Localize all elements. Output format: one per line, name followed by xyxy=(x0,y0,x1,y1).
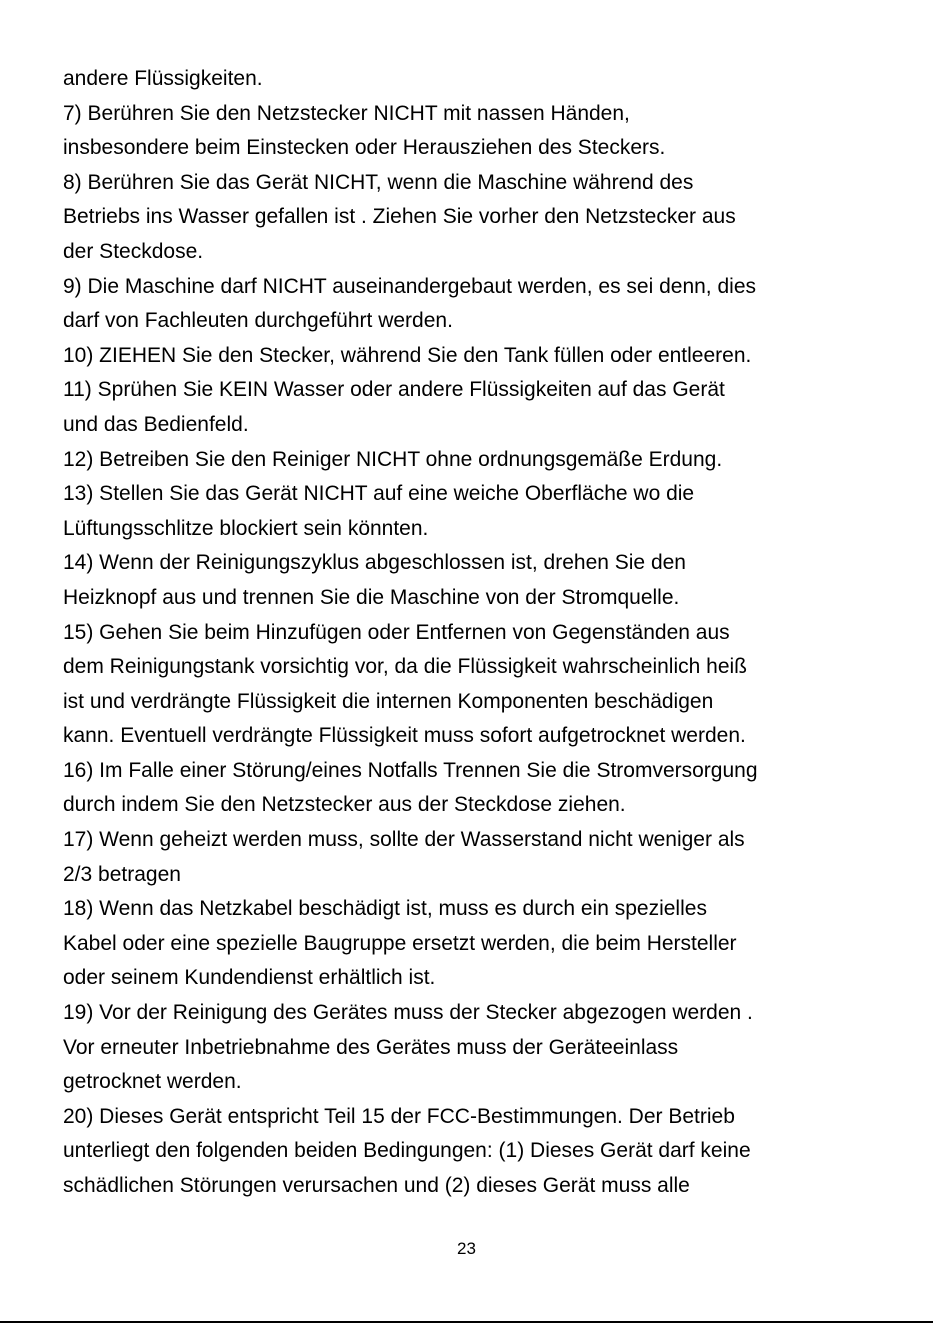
text-line: durch indem Sie den Netzstecker aus der Steckdose ziehen. xyxy=(63,793,626,817)
text-line: insbesondere beim Einstecken oder Herausziehen des Steckers. xyxy=(63,136,666,160)
text-line: 16) Im Falle einer Störung/eines Notfalls Trennen Sie die Stromversorgung xyxy=(63,758,758,782)
text-line: 17) Wenn geheizt werden muss, sollte der Wasserstand nicht weniger als xyxy=(63,828,745,852)
text-line: schädlichen Störungen verursachen und (2) dieses Gerät muss alle xyxy=(63,1174,690,1197)
text-line: oder seinem Kundendienst erhältlich ist. xyxy=(63,966,436,990)
document-body xyxy=(63,62,893,1204)
text-line: getrocknet werden. xyxy=(63,1070,242,1094)
text-line: Vor erneuter Inbetriebnahme des Gerätes muss der Geräteeinlass xyxy=(63,1035,679,1059)
text-line: 9) Die Maschine darf NICHT auseinandergebaut werden, es sei denn, dies xyxy=(63,274,756,298)
text-line: 18) Wenn das Netzkabel beschädigt ist, muss es durch ein spezielles xyxy=(63,897,707,921)
page-number: 23 xyxy=(457,1239,476,1258)
text-line: 8) Berühren Sie das Gerät NICHT, wenn die Maschine während des xyxy=(63,170,694,194)
page-bottom-rule xyxy=(0,1321,933,1323)
text-line: 7) Berühren Sie den Netzstecker NICHT mit nassen Händen, xyxy=(63,101,630,125)
text-line: 15) Gehen Sie beim Hinzufügen oder Entfernen von Gegenständen aus xyxy=(63,620,730,644)
text-line: 2/3 betragen xyxy=(63,862,181,886)
text-line: der Steckdose. xyxy=(63,239,204,263)
text-line: 11) Sprühen Sie KEIN Wasser oder andere Flüssigkeiten auf das Gerät xyxy=(63,378,725,402)
text-line: darf von Fachleuten durchgeführt werden. xyxy=(63,309,453,333)
text-line: und das Bedienfeld. xyxy=(63,412,249,436)
text-line: dem Reinigungstank vorsichtig vor, da die Flüssigkeit wahrscheinlich heiß xyxy=(63,655,747,679)
text-line: Kabel oder eine spezielle Baugruppe ersetzt werden, die beim Hersteller xyxy=(63,931,737,955)
text-line: Lüftungsschlitze blockiert sein könnten. xyxy=(63,516,429,540)
text-line: 13) Stellen Sie das Gerät NICHT auf eine weiche Oberfläche wo die xyxy=(63,482,695,506)
text-line: 20) Dieses Gerät entspricht Teil 15 der FCC-Bestimmungen. Der Betrieb xyxy=(63,1104,735,1128)
text-line: kann. Eventuell verdrängte Flüssigkeit muss sofort aufgetrocknet werden. xyxy=(63,724,746,748)
text-line: unterliegt den folgenden beiden Bedingungen: (1) Dieses Gerät darf keine xyxy=(63,1139,751,1163)
text-line: andere Flüssigkeiten. xyxy=(63,67,263,90)
text-line: Betriebs ins Wasser gefallen ist . Ziehen Sie vorher den Netzstecker aus xyxy=(63,205,736,229)
text-line: Heizknopf aus und trennen Sie die Maschine von der Stromquelle. xyxy=(63,585,680,609)
text-line: 10) ZIEHEN Sie den Stecker, während Sie den Tank füllen oder entleeren. xyxy=(63,343,752,367)
text-line: 19) Vor der Reinigung des Gerätes muss der Stecker abgezogen werden . xyxy=(63,1001,753,1025)
text-line: 12) Betreiben Sie den Reiniger NICHT ohne ordnungsgemäße Erdung. xyxy=(63,447,723,471)
text-line: 14) Wenn der Reinigungszyklus abgeschlossen ist, drehen Sie den xyxy=(63,551,686,575)
text-line: ist und verdrängte Flüssigkeit die internen Komponenten beschädigen xyxy=(63,689,714,713)
